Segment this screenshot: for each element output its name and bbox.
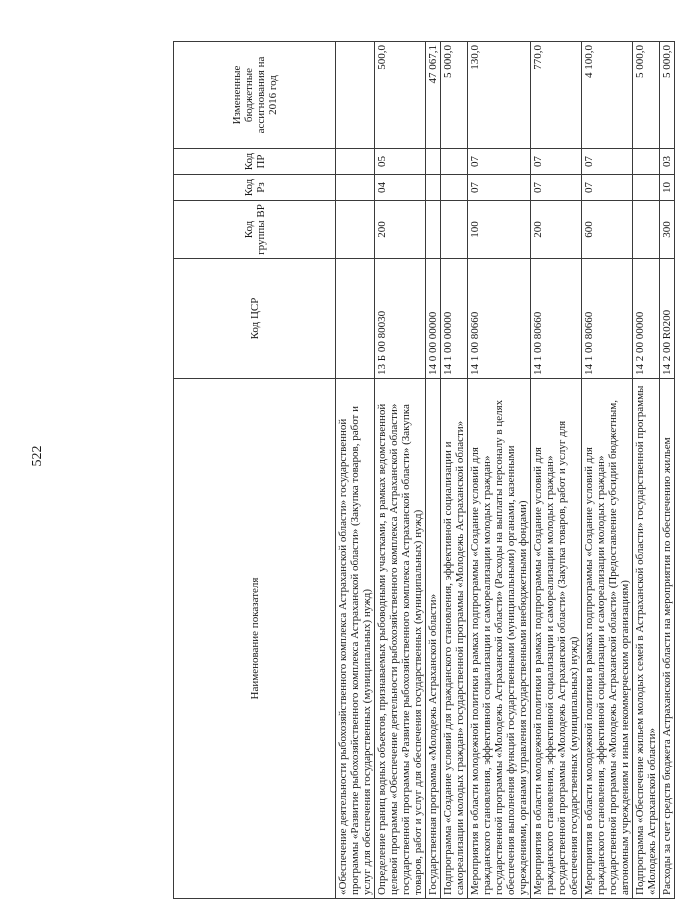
row-rz: 07 xyxy=(531,175,582,201)
table-row xyxy=(531,42,582,899)
row-pr: 07 xyxy=(582,149,633,175)
row-amount: 770,0 xyxy=(531,42,582,149)
row-rz: 10 xyxy=(660,175,675,201)
row-amount: 5 000,0 xyxy=(633,42,660,149)
row-csr: 14 1 00 80660 xyxy=(582,259,633,379)
header-name: Наименование показателя xyxy=(174,379,336,899)
row-pr xyxy=(441,149,468,175)
budget-table xyxy=(173,41,675,899)
page-number: 522 xyxy=(30,445,45,467)
row-name: Подпрограмма «Обеспечение жильем молодых семей в Астраханской области» государственной программы «Молодежь Астраханской области» xyxy=(633,379,660,899)
row-name: Расходы за счет средств бюджета Астраханской области на мероприятия по обеспечению жильем xyxy=(660,379,675,899)
table-row xyxy=(660,42,675,899)
row-amount: 4 100,0 xyxy=(582,42,633,149)
header-pr: Код ПР xyxy=(174,149,336,175)
header-rz: Код Рз xyxy=(174,175,336,201)
row-rz xyxy=(336,175,375,201)
row-amount: 500,0 xyxy=(375,42,426,149)
row-csr xyxy=(336,259,375,379)
row-name: Подпрограмма «Создание условий для гражданского становления, эффективной социализации и самореализации молодых граждан» государственной программы «Молодежь Астраханской области» xyxy=(441,379,468,899)
row-pr: 07 xyxy=(531,149,582,175)
row-name: «Обеспечение деятельности рыбохозяйственного комплекса Астраханской области» государственной программы «Развитие рыбохозяйственного комплекса Астраханской области» (Закупка товаров, работ и услуг для обеспечения государственных (муниципальных) нужд) xyxy=(336,379,375,899)
row-csr: 14 0 00 00000 xyxy=(426,259,441,379)
row-rz: 04 xyxy=(375,175,426,201)
row-name: Мероприятия в области молодежной политики в рамках подпрограммы «Создание условий для гражданского становления, эффективной социализации и самореализации молодых граждан» государственной программы «Молодежь Астраханской области» (Расходы на выплаты персоналу в целях обеспечения выполнения функций государственными (муниципальными) органами, казенными учреждениями, органами управления государственными внебюджетными фондами) xyxy=(468,379,531,899)
row-rz xyxy=(426,175,441,201)
row-csr: 14 2 00 00000 xyxy=(633,259,660,379)
table-row xyxy=(426,42,441,899)
row-vr: 100 xyxy=(468,201,531,259)
header-csr: Код ЦСР xyxy=(174,259,336,379)
row-name: Государственная программа «Молодежь Астраханской области» xyxy=(426,379,441,899)
row-amount xyxy=(336,42,375,149)
table-row xyxy=(336,42,375,899)
row-name: Мероприятия в области молодежной политики в рамках подпрограммы «Создание условий для гражданского становления, эффективной социализации и самореализации молодых граждан» государственной программы «Молодежь Астраханской области» (Закупка товаров, работ и услуг для обеспечения государственных (муниципальных) нужд) xyxy=(531,379,582,899)
header-row xyxy=(174,42,336,899)
row-vr: 200 xyxy=(531,201,582,259)
row-pr xyxy=(633,149,660,175)
table-row xyxy=(375,42,426,899)
row-pr xyxy=(336,149,375,175)
row-csr: 14 1 00 00000 xyxy=(441,259,468,379)
row-vr: 200 xyxy=(375,201,426,259)
row-vr xyxy=(441,201,468,259)
row-pr xyxy=(426,149,441,175)
row-pr: 05 xyxy=(375,149,426,175)
header-vr: Код группы ВР xyxy=(174,201,336,259)
row-csr: 14 1 00 80660 xyxy=(531,259,582,379)
row-vr: 300 xyxy=(660,201,675,259)
row-vr: 600 xyxy=(582,201,633,259)
row-name: Определение границ водных объектов, признаваемых рыбоводными участками, в рамках ведомственной целевой программы «Обеспечение деятельности рыбохозяйственного комплекса Астраханской области» государственной программы «Развитие рыбохозяйственного комплекса Астраханской области» (Закупка товаров, работ и услуг для обеспечения государственных (муниципальных) нужд) xyxy=(375,379,426,899)
row-pr: 03 xyxy=(660,149,675,175)
row-amount: 5 000,0 xyxy=(441,42,468,149)
row-name: Мероприятия в области молодежной политики в рамках подпрограммы «Создание условий для гражданского становления, эффективной социализации и самореализации молодых граждан» государственной программы «Молодежь Астраханской области» (Предоставление субсидий бюджетным, автономным учреждениям и иным некоммерческим организациям) xyxy=(582,379,633,899)
row-csr: 14 2 00 R0200 xyxy=(660,259,675,379)
row-rz xyxy=(633,175,660,201)
table-row xyxy=(582,42,633,899)
row-rz xyxy=(441,175,468,201)
row-csr: 14 1 00 80660 xyxy=(468,259,531,379)
row-rz: 07 xyxy=(582,175,633,201)
row-amount: 47 067,1 xyxy=(426,42,441,149)
header-amount: Измененные бюджетные ассигнования на 2016 год xyxy=(174,42,336,149)
row-amount: 5 000,0 xyxy=(660,42,675,149)
table-row xyxy=(468,42,531,899)
row-vr xyxy=(426,201,441,259)
table-row xyxy=(633,42,660,899)
row-rz: 07 xyxy=(468,175,531,201)
table-row xyxy=(441,42,468,899)
row-vr xyxy=(336,201,375,259)
row-pr: 07 xyxy=(468,149,531,175)
row-vr xyxy=(633,201,660,259)
row-csr: 13 Б 00 80030 xyxy=(375,259,426,379)
row-amount: 130,0 xyxy=(468,42,531,149)
table-container xyxy=(173,42,673,899)
